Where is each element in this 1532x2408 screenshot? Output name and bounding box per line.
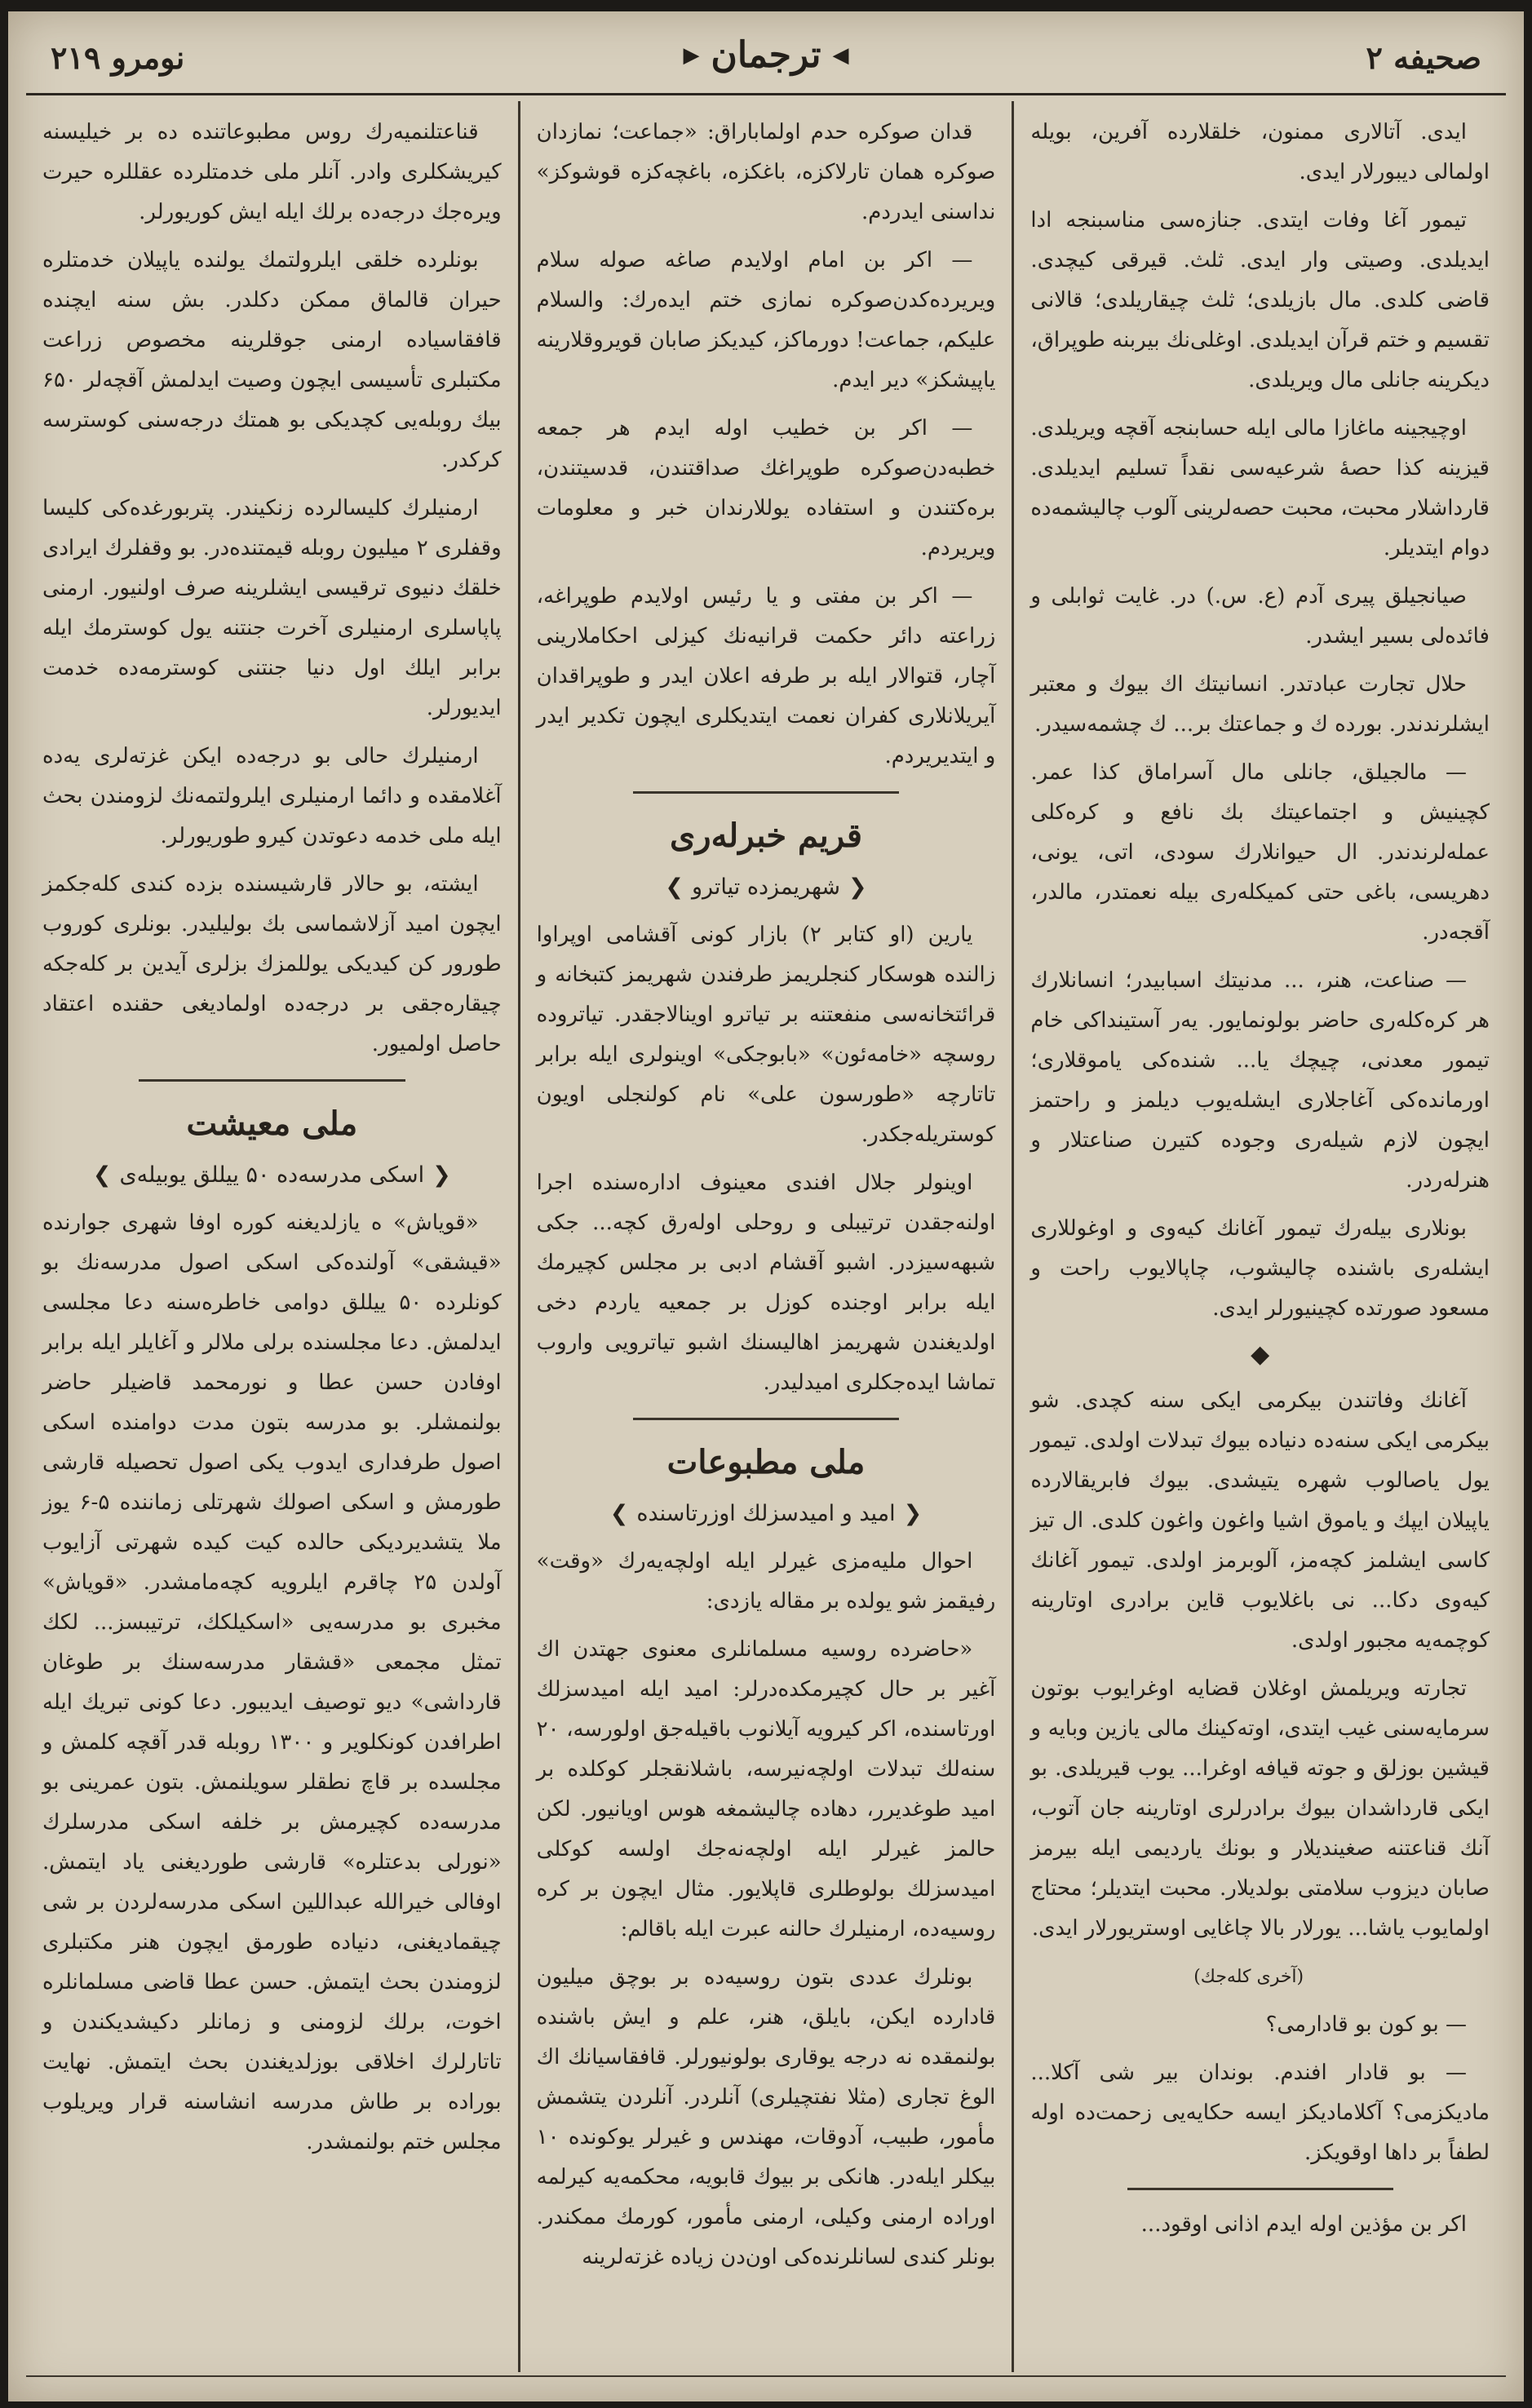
paragraph: یارین (او کتابر ۲) بازار کونی آقشامی اوپراوا زالنده هوسکار کنجلریمز طرفندن شهریمز کتبخانه و قرائتخانه‌سی منفعتنه بر تیاترو اوینالاجقدر. تیاترو‌ده روسچه «خامه‌ئون» «بابوجکی» اوینولری ایله برابر تاتارچه «طورسون علی» نام کولنجلی اویون کوستریله‌جکدر. bbox=[536, 923, 996, 1147]
columns bbox=[26, 101, 1506, 2372]
paragraph: حلال تجارت عبادتدر. انسانیتك اك بیوك و معتبر ایشلرندندر. بورده ك و جماعتك بر... ك چشمه‌سیدر. bbox=[1030, 672, 1490, 737]
header-rule bbox=[26, 93, 1506, 95]
paragraph: — اکر بن خطیب اوله ایدم هر جمعه خطبه‌دن‌صوکره طوپراغك صداقتندن، قدسیتندن، بره‌کتندن و استفاده یوللارندان خبر و معلومات ویریردم. bbox=[536, 416, 996, 560]
section-subtitle bbox=[537, 1494, 996, 1534]
paragraph: — اکر بن امام اولایدم صاغه صوله سلام ویریرده‌کدن‌صوکره نمازی ختم ایده‌رك: والسلام علیکم، جماعت! دورماکز، کیدیکز صابان قویروقلارینه یاپیشکز» دیر ایدم. bbox=[536, 248, 996, 392]
paragraph: صیانجیلق پیری آدم (ع. س.) در. غایت ثوابلی و فائده‌لی بسیر ایشدر. bbox=[1030, 584, 1490, 648]
section-rule bbox=[1127, 2188, 1393, 2190]
ornament-icon: ❮ bbox=[432, 1162, 451, 1188]
masthead bbox=[684, 34, 849, 76]
section-rule bbox=[633, 1418, 899, 1420]
ornament-icon: ▶ bbox=[683, 42, 700, 68]
paragraph: احوال ملیه‌مزی غیرلر ایله اولچه‌یه‌رك «وقت» رفیقمز شو یولده بر مقاله یازدی: bbox=[536, 1549, 996, 1613]
paragraph: «قویاش» ه یازلدیغنه کوره اوفا شهری جوارنده «قیشقی» آولنده‌کی اسکی اصول مدرسه‌نك بو کونلرده ۵۰ ییللق دوامی خاطره‌سنه دعا مجلسی ایدلمش. دعا مجلسنده برلی ملالر و آغایلر ایله برابر اوفادن حسن عطا و نورمحمد قاضیلر حاضر بولنمشلر. بو مدرسه بتون مدت دوامنده اسکی اصول طرفداری ایدوب یکی اصول تحصیله قارشی طورمش و اسکی اصولك شهرتلی زماننده ۵-۶ یوز ملا یتشدیردیکی حالده کیت کیده شهرتی آزایوب آولدن ۲۵ چاقرم ایلرویه کچه‌مامشدر. «قویاش» مخبری بو مدرسه‌یی «اسکیلکك، ترتیبسز... لکك تمثل مجمعی «قشقار مدرسه‌سنك بر طوغان قارداشی» دیو توصیف ایدیبور. دعا کونی تبریك ایله اطرافدن کونکلویر و ۱۳۰۰ روبله قدر آقچه کلمش و مجلسده بر قاچ نطقلر سویلنمش. بتون عمرینی بو مدرسه‌ده کچیرمش بر خلفه اسکی مدرسلرك «نورلی بدعتلره» قارشی طوردیغنی یاد ایتمش. اوفالی خیرالله عبداللین اسکی مدرسه‌لردن بر شی چیقمادیغنی، دنیاده طورمق ایچون هنر مکتبلری لزومندن بحث ایتمش. حسن عطا قاضی مسلمانلره اخوت، برلك لزومنی و زمانلر دکیشدیکندن و تاتارلرك اخلاقی بوزلدیغندن بحث ایتمش. نهایت بوراده بر طاش مدرسه انشاسنه قرار ویریلوب مجلس ختم بولنمشدر. bbox=[42, 1211, 502, 2154]
subtitle-text: شهریمزده تیاترو bbox=[691, 874, 841, 900]
paragraph: آغانك وفاتندن بیکرمی ایکی سنه کچدی. شو بیکرمی ایکی سنه‌ده دنیاده بیوك تبدلات اولدی. تیمور یول یاصالوب شهره یتیشدی. بیوك فابریقالارده یاپیلان ایپك و یاموق اشیا واغون واغون کلدی. ال تیز کاسی ایشلمز کچه‌مز، آلوبرمز اولدی. تیمور آغانك کیه‌وی دکا... نی باغلایوب قاین برادری اوتارینه کوچمه‌یه مجبور اولدی. bbox=[1030, 1388, 1490, 1653]
bottom-rule bbox=[26, 2375, 1506, 2377]
page-label: صحیفه ۲ bbox=[1366, 39, 1481, 76]
continued-note: (آخری کله‌جك) bbox=[1193, 1967, 1304, 1987]
dialogue-line: اکر بن مؤذین اوله ایدم اذانی اوقود... bbox=[1140, 2212, 1467, 2237]
paragraph: قدان صوکره حدم اولماباراق: «جماعت؛ نمازدان صوکره همان تارلاکزه، باغکزه، باغچه‌کزه قوشوکز» نداسنی ایدردم. bbox=[536, 120, 996, 224]
ornament-icon: ◀ bbox=[832, 42, 849, 68]
paragraph: قناعتلنمیه‌رك روس مطبوعاتنده ده بر خیلیسنه کیریشکلری وادر. آنلر ملی خدمتلرده عقللره حیرت ویره‌جك درجه‌ده برلك ایله ایش کوریورلر. bbox=[42, 120, 502, 224]
paragraph: بونلاری بیله‌رك تیمور آغانك کیه‌وی و اوغوللاری ایشله‌ری باشنده چالیشوب، چاپالایوب راحت و مسعود صورتده کچینیورلر ایدی. bbox=[1030, 1216, 1490, 1321]
ornament-icon: ❯ bbox=[665, 874, 684, 900]
section-rule bbox=[633, 791, 899, 794]
section-rule bbox=[139, 1079, 405, 1082]
issue-number: نومرو ۲۱۹ bbox=[51, 39, 185, 76]
paragraph: ایشته، بو حالار قارشیسنده بزده کندی کله‌جکمز ایچون امید آزلاشماسی بك بولیلیدر. بونلری کوروب طورور کن کیدیکی یوللمزك بزلری آیدین بر کله‌جکه چیقاره‌جقی بر درجه‌ده اولمادیغی حقنده اعتقاد حاصل اولمیور. bbox=[42, 872, 502, 1056]
paragraph: بونلرده خلقی ایلرولتمك یولنده یاپیلان خدمتلره حیران قالماق ممکن دکلدر. بش سنه ایچنده قافقاسیاده ارمنی جوقلرینه مخصوص زراعت مکتبلری تأسیسی ایچون وصیت ایدلمش آقچه‌لر ۶۵۰ بیك روبله‌یی کچدیکی بو همتك درجه‌سنی کوسترسه کرکدر. bbox=[42, 248, 502, 472]
column-right bbox=[1014, 101, 1506, 2372]
section-title: ملی معیشت bbox=[186, 1104, 358, 1143]
dialogue-line: — بو کون بو قادارمی؟ bbox=[1265, 2012, 1467, 2037]
section-title: قریم خبرله‌ری bbox=[669, 817, 862, 855]
ornament-icon: ❯ bbox=[92, 1162, 112, 1188]
page-header bbox=[26, 29, 1506, 88]
dialogue-line: — بو قادار افندم. بوندان بیر شی آکلا... مادیکزمی؟ آکلامادیکز ایسه حکایه‌یی زحمت‌ده اوله لطفاً بر داها اوقویکز. bbox=[1030, 2061, 1490, 2165]
ornament-icon: ❮ bbox=[848, 874, 867, 900]
paragraph: ارمنیلرك کلیسالرده زنکیندر. پتربورغده‌کی کلیسا وقفلری ۲ میلیون روبله قیمتنده‌در. بو وقفلرك ایرادی خلقك دنیوی ترقیسی ایشلرینه صرف اولنیور. ارمنی پاپاسلری ارمنیلری آخرت جنتنه یول کوسترمك ایله برابر ایلك اول دنیا جنتنی کوسترمه‌ده خدمت ایدیورلر. bbox=[42, 496, 502, 720]
column-left bbox=[26, 101, 520, 2372]
subtitle-text: امید و امیدسزلك اوزرتاسنده bbox=[636, 1501, 896, 1526]
paragraph: ایدی. آتالاری ممنون، خلقلارده آفرین، بویله اولمالی دیبورلار ایدی. bbox=[1030, 120, 1490, 184]
paragraph: اوینولر جلال افندی معینوف اداره‌سنده اجرا اولنه‌جقدن ترتیبلی و روحلی اوله‌رق کچه‌... جکی شبهه‌سیزدر. اشبو آقشام ادبی بر مجلس کچیرمك ایله برابر اوجنده کوزل بر جمعیه یاردم دخی اولدیغندن شهریمز اهالیسنك اشبو تیاترویی واروب تماشا ایده‌جکلری امیدلیدر. bbox=[536, 1171, 996, 1395]
paragraph: «حاضرده روسیه مسلمانلری معنوی جهتدن اك آغیر بر حال کچیرمکده‌درلر: امید ایله امیدسزلك اورتاسنده، اکر کیرویه آیلانوب باقیله‌جق اولورسه، ۲۰ سنه‌لك تبدلات اولچه‌نیرسه، باشلانقجلر کوکلده بر امید طوغدیرر، دهاده چالیشمغه هوس اویانیور. لکن حالمز غیرلر ایله اولچه‌نه‌جك اولسه کوکلی امیدسزلك بولوطلری قاپلایور. مثال ایچون بر کره روسیه‌ده، ارمنیلرك حالنه عبرت ایله باقالم: bbox=[536, 1637, 996, 1941]
paragraph: — اکر بن مفتی و یا رئیس اولایدم طوپراغه، زراعته دائر حکمت قرانیه‌نك کیزلی احکاملارینی آچار، قتوالار ایله بر طرفه اعلان ایدر و طوپراقدان آیریلانلاری کفران نعمت ایتدیکلری ایچون تکدیر ایدر و ایتدیریردم. bbox=[536, 584, 996, 768]
paragraph: ارمنیلرك حالی بو درجه‌ده ایکن غزته‌لری یه‌ده آغلامقده و دائما ارمنیلری ایلرولتمه‌نك لزومندن بحث ایله ملی خدمه دعوتدن کیرو طوریورلر. bbox=[42, 744, 502, 848]
masthead-title: ترجمان bbox=[711, 34, 821, 76]
paragraph: — صناعت، هنر، ... مدنیتك اسبابیدر؛ انسانلارك هر کره‌كله‌ری حاضر بولونمایور. یه‌ر آستینداکی خام تیمور معدنی، چیچك یا... شنده‌کی یاموقلاری؛ اورمانده‌کی آغاجلاری ایشله‌یوب دیلمز و راحتمز ایچون لازم شیله‌ری وجوده کتیرن صناعتلار و هنرله‌ردر. bbox=[1030, 968, 1490, 1193]
subtitle-text: اسکی مدرسه‌ده ۵۰ ییللق یوبیله‌ی bbox=[119, 1162, 425, 1188]
ornament-icon: ❮ bbox=[903, 1501, 923, 1526]
section-title: ملی مطبوعات bbox=[666, 1443, 866, 1481]
ornament-icon: ❯ bbox=[609, 1501, 629, 1526]
ornament-divider bbox=[1030, 1339, 1490, 1371]
paragraph: بونلرك عددی بتون روسیه‌ده بر بوچق میلیون قادارده ایکن، بایلق، هنر، علم و ایش باشنده بولنمقده نه درجه یوقاری بولونیورلر. قافقاسیانك اك الوغ تجاری (مثلا نفتچیلری) آنلردر. آنلردن یتشمش مأمور، طبیب، آدوقات، مهندس و غیرلر یوکونده ۱۰ بیکلر ایله‌در. هانکی بر بیوك قابویه، محکمه‌یه کیرلمه اوراده ارمنی وکیلی، ارمنی مأمور، کورمك ممکندر. بونلر کندی لسانلرنده‌کی اون‌دن زیاده غزته‌لرینه bbox=[536, 1965, 996, 2269]
section-subtitle bbox=[42, 1155, 502, 1195]
paragraph: اوچیجینه ماغازا مالی ایله حسابنجه آقچه ویریلدی. قیزینه کذا حصهٔ شرعیه‌سی نقداً تسلیم ایدیلدی. قارداشلار محبت، محبت حصه‌لرینی آلوب چالیشمه‌ده دوام ایتدیلر. bbox=[1030, 416, 1490, 560]
paragraph: تیمور آغا وفات ایتدی. جنازه‌سی مناسبنجه ادا ایدیلدی. وصیتی وار ایدی. ثلث. قیرقی کیچدی. قاضی کلدی. مال بازیلدی؛ ثلث چیقاریلدی؛ قالانی تقسیم و ختم قرآن ایدیلدی. اوغلی‌نك بیربنه طوپراق، دیکرینه جانلی مال ویریلدی. bbox=[1030, 208, 1490, 392]
newspaper-page bbox=[8, 11, 1524, 2401]
column-middle bbox=[520, 101, 1015, 2372]
paragraph: تجارته ویریلمش اوغلان قضایه اوغرایوب بوتون سرمایه‌سنی غیب ایتدی، اوته‌کینك مالی یازین وبایه و قیشین بوزلق و جوته قیافه اوغرا... یوب قیریلدی. بو ایکی قارداشدان بیوك برادرلری اوتارینه جان آتوب، آنك قناعتنه صغیندیلار و بونك یاردیمی ایله بیرمز صابان دیزوب سلامتی بولدیلار. محبت ایتدیلر؛ محتاج اولمایوب یاشا... یورلار بالا چاغایی اوستریورلار ایدی. bbox=[1030, 1676, 1490, 1941]
diamond-icon: ◆ bbox=[1251, 1340, 1270, 1369]
section-subtitle bbox=[537, 867, 996, 907]
paragraph: — مالجیلق، جانلی مال آسراماق کذا عمر. کچینیش و اجتماعیتك بك نافع و کره‌کلی عمله‌لرندندر. ال حیوانلارك سودی، اتی، یونی، دهریسی، باغی حتی کمیکله‌ری بیله نعمتدر، مالدر، آقجه‌در. bbox=[1030, 760, 1490, 945]
